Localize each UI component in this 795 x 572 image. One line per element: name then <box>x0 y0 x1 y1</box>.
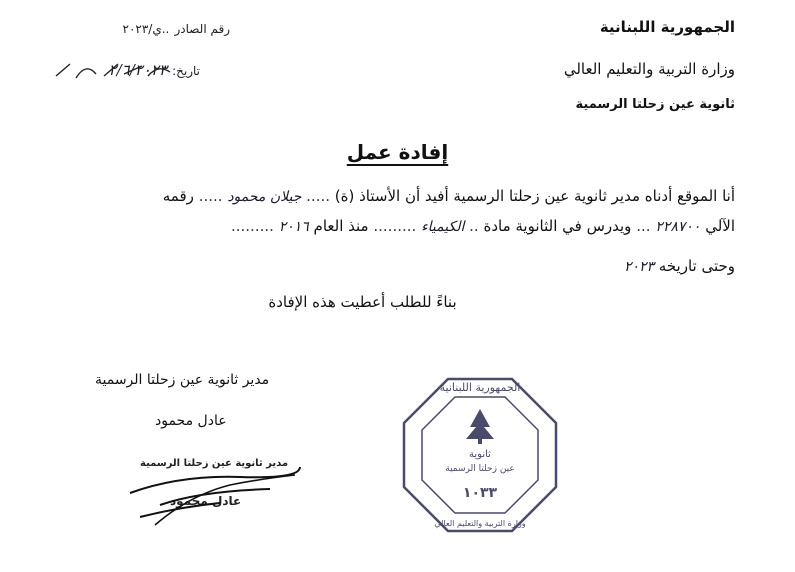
body-line-1-end: رقمه <box>162 187 194 205</box>
body-line-2: الآلي ٢٢٨٧٠٠ ... ويدرس في الثانوية مادة .. الكيمياء ......... منذ العام ٢٠١٦ ......... <box>230 217 735 235</box>
stamp-number: ١٠٣٣ <box>462 485 498 501</box>
signature-role: مدير ثانوية عين زحلتا الرسمية <box>95 372 270 388</box>
employee-number: ٢٢٨٧٠٠ <box>655 219 701 235</box>
line2-start: الآلي <box>705 217 735 235</box>
subject: الكيمياء <box>421 219 465 235</box>
line2-mid: ويدرس في الثانوية مادة <box>483 217 632 235</box>
ref-label: رقم الصادر <box>174 22 230 36</box>
school-heading: ثانوية عين زحلتا الرسمية <box>575 97 735 112</box>
cedar-icon <box>466 409 494 444</box>
signature-stamp-line2: عادل محمود <box>170 494 242 508</box>
handwritten-signature <box>120 455 310 535</box>
teacher-name: جيلان محمود <box>227 189 302 205</box>
stamp-outer-text: الجمهورية اللبنانية <box>439 381 521 394</box>
stamp-bottom-text: وزارة التربية والتعليم العالي <box>434 519 526 528</box>
official-stamp <box>400 375 560 535</box>
ref-row <box>80 18 230 37</box>
stamp-inner-line2: عين زحلتا الرسمية <box>445 464 515 474</box>
ministry-heading: وزارة التربية والتعليم العالي <box>563 60 735 78</box>
republic-heading: الجمهورية اللبنانية <box>599 18 735 36</box>
since-year: ٢٠١٦ <box>278 219 309 235</box>
signature-stamp-line1: مدير ثانوية عين زحلتا الرسمية <box>140 458 289 469</box>
date-scribble <box>52 56 177 84</box>
document-title: إفادة عمل <box>346 140 449 164</box>
line2-since: منذ العام <box>313 217 369 235</box>
closing-line: بناءً للطلب أعطيت هذه الإفادة <box>268 293 457 311</box>
body-line-1: أنا الموقع أدناه مدير ثانوية عين زحلتا الرسمية أفيد أن الأستاذ (ة) ..... جيلان محمود ..... رقمه <box>162 187 735 205</box>
line3-start: وحتى تاريخه <box>658 257 735 275</box>
until-date: ٢٠٢٣ <box>623 259 655 275</box>
ref-value: ..ي/٢٠٢٣ <box>122 22 170 36</box>
date-label: تاريخ: <box>172 64 200 78</box>
body-line-3 <box>624 257 735 275</box>
date-value: ٢/٦/٢٠٢٣ <box>108 61 167 79</box>
stamp-inner-line1: ثانوية <box>469 449 491 460</box>
body-line-1-text: أنا الموقع أدناه مدير ثانوية عين زحلتا الرسمية أفيد أن الأستاذ (ة) <box>334 187 735 205</box>
signature-name: عادل محمود <box>155 413 227 429</box>
